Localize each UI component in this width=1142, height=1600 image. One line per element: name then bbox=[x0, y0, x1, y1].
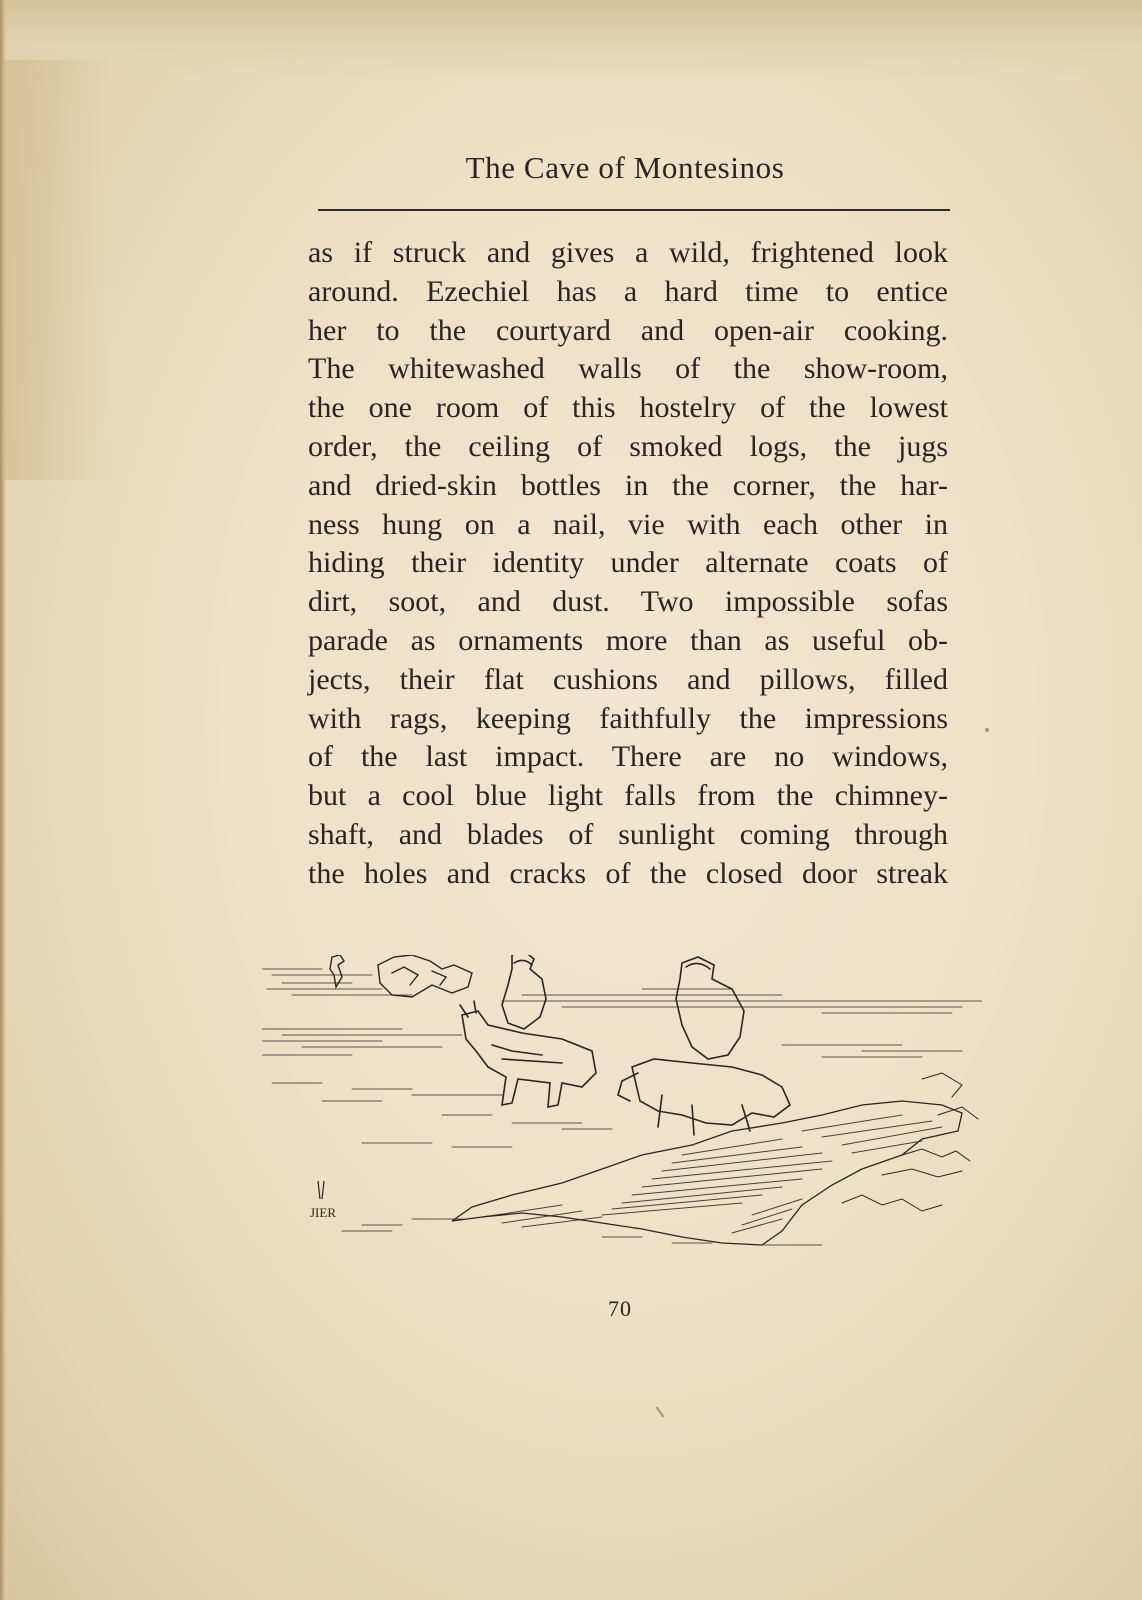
body-text bbox=[308, 234, 948, 894]
text-line: her to the courtyard and open-air cooking. bbox=[308, 313, 948, 347]
text-line: the one room of this hostelry of the lowest bbox=[308, 391, 948, 425]
signature-text: JIER bbox=[310, 1205, 336, 1220]
paper-stain-top bbox=[0, 0, 1142, 80]
text-line: but a cool blue light falls from the chimney- bbox=[308, 779, 948, 813]
engraving-illustration bbox=[262, 955, 982, 1280]
text-line: and dried-skin bottles in the corner, the har- bbox=[308, 468, 948, 502]
head-rule bbox=[318, 209, 950, 211]
text-line: dirt, soot, and dust. Two impossible sofas bbox=[308, 585, 948, 619]
text-line: with rags, keeping faithfully the impressions bbox=[308, 701, 948, 735]
horizon-hatching bbox=[262, 969, 982, 1245]
text-line: jects, their flat cushions and pillows, filled bbox=[308, 662, 948, 696]
rider-donkey bbox=[460, 955, 596, 1107]
page-number: 70 bbox=[608, 1296, 632, 1321]
text-line: ness hung on a nail, vie with each other in bbox=[308, 507, 948, 541]
paper-speck bbox=[985, 728, 989, 732]
text-line: parade as ornaments more than as useful ob- bbox=[308, 623, 948, 657]
distant-figures bbox=[330, 955, 472, 997]
foliage-sketch bbox=[842, 1073, 978, 1211]
paper-mark bbox=[656, 1407, 665, 1418]
rock-hatching bbox=[482, 1115, 942, 1233]
running-head: The Cave of Montesinos bbox=[465, 150, 785, 185]
text-line: as if struck and gives a wild, frightened look bbox=[308, 236, 948, 269]
paper-stain-left bbox=[0, 60, 110, 480]
artist-signature bbox=[310, 1181, 336, 1220]
text-line: around. Ezechiel has a hard time to entice bbox=[308, 274, 948, 308]
text-line: The whitewashed walls of the show-room, bbox=[308, 352, 948, 386]
rider-horse bbox=[618, 957, 790, 1135]
text-line: of the last impact. There are no windows, bbox=[308, 740, 948, 774]
text-line: hiding their identity under alternate coats of bbox=[308, 546, 948, 580]
page-edge bbox=[0, 0, 6, 1600]
text-line: shaft, and blades of sunlight coming through bbox=[308, 817, 948, 851]
text-line: order, the ceiling of smoked logs, the jugs bbox=[308, 429, 948, 463]
text-line: the holes and cracks of the closed door streak bbox=[308, 856, 948, 890]
